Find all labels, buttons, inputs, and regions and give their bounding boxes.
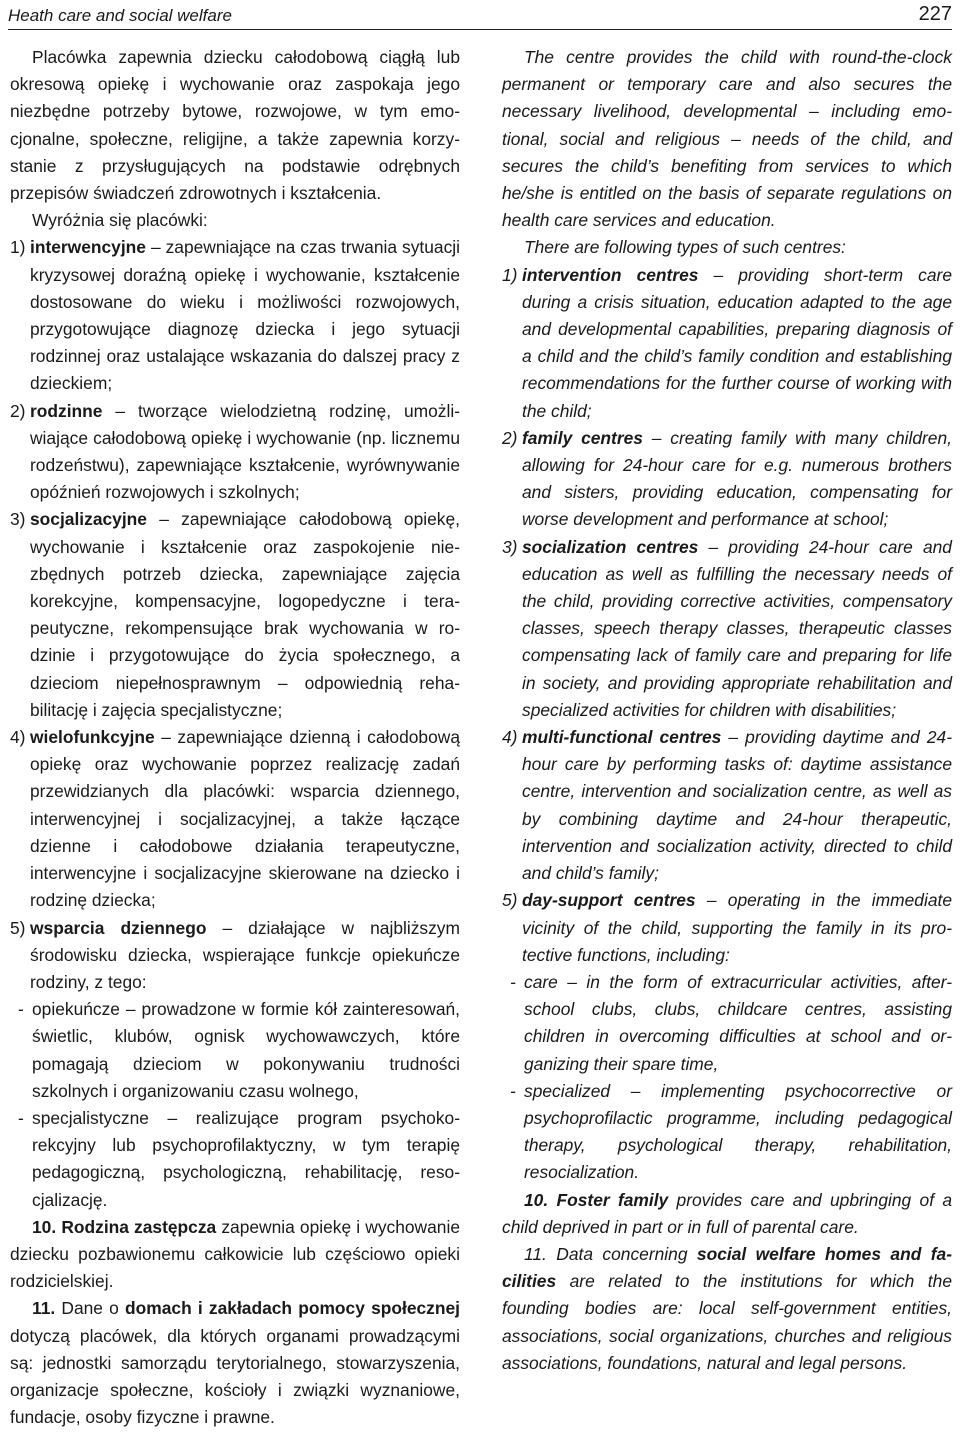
types-heading: There are following types of such centres: — [524, 237, 846, 258]
paragraph-11: 11. Dane o domach i zakładach pomocy społecznej dotyczą placówek, dla których organami prowadzącymi są: jednostki samorządu terytorialnego, stowarzyszenia, organizacje społeczne, kościoły i związki wyznaniowe, fundacje, osoby fizyczne i prawne. — [10, 1298, 460, 1428]
polish-column — [10, 44, 460, 1431]
paragraph-term: Foster family — [556, 1189, 669, 1210]
section-title: Heath care and social welfare — [8, 6, 232, 25]
intro-paragraph: Placówka zapewnia dziecku całodobową ciągłą lub okresową opiekę i wychowanie oraz zaspokaja jego niezbędne potrzeby bytowe, rozwojowe, w tym emocjonalne, społeczne, religijne, a także zapewnia korzystanie z przysługujących na podstawie odrębnych przepisów świadczeń zdrowotnych i kształcenia. — [10, 47, 460, 204]
page-number: 227 — [918, 3, 952, 25]
list-item-term: rodzinne — [30, 400, 103, 421]
list-item-term: interwencyjne — [30, 237, 146, 258]
paragraph-term: domach i zakładach pomocy społecznej — [125, 1298, 460, 1319]
list-item-term: wielofunkcyjne — [30, 727, 155, 748]
list-item: 5) day-support centres – operating in the immediate vicinity of the child, supporting the family in its protective functions, including: — [502, 890, 952, 965]
paragraph-11: 11. Data concerning social welfare homes and facilities are related to the institutions for which the founding bodies are: local self-government entities, associations, social organizations, churches and religious associations, foundations, natural and legal persons. — [502, 1243, 952, 1373]
list-item: 4) multi-functional centres – providing daytime and 24-hour care by performing tasks of: daytime assistance centre, intervention and socialization centre, as well as by combining daytime and 24-hour therapeutic, intervention and socialization activity, directed to child and child’s family; — [502, 727, 952, 884]
list-item: 2) family centres – creating family with many children, allowing for 24-hour care for e.g. numerous brothers and sisters, providing education, compensating for worse development and performance at school; — [502, 427, 952, 530]
intro-paragraph: The centre provides the child with round-the-clock permanent or temporary care and also secures the necessary livelihood, developmental – including emotional, social and religious – needs of the child, and secures the child’s benefiting from services to which he/she is entitled on the basis of separate regulations on health care services and education. — [502, 47, 952, 231]
list-item-term: family centres — [522, 427, 643, 448]
sub-list-item: - care – in the form of extracurricular activities, after-school clubs, clubs, childcare centres, assisting children in overcoming difficulties at school and organizing their spare time, — [510, 971, 952, 1074]
paragraph-10: 10. Foster family provides care and upbringing of a child deprived in part or in full of parental care. — [502, 1189, 952, 1237]
paragraph-term: Rodzina zastępcza — [61, 1216, 217, 1237]
english-column — [502, 44, 952, 1377]
list-item-term: wsparcia dziennego — [30, 917, 207, 938]
list-item-term: day-support centres — [522, 890, 696, 911]
list-item: 3) socialization centres – providing 24-hour care and education as well as fulfilling the necessary needs of the child, providing corrective activities, compensatory classes, speech therapy classes, therapeutic classes compensating lack of family care and preparing for life in society, and providing appropriate rehabilitation and specialized activities for children with disabilities; — [502, 536, 952, 720]
list-item-term: intervention centres — [522, 264, 699, 285]
page-header — [8, 0, 952, 30]
list-item: 2) rodzinne – tworzące wielodzietną rodzinę, umożliwiające całodobową opiekę i wychowanie (np. licznemu rodzeństwu), zapewniające kształcenie, wyrównywanie opóźnień rozwojowych i szkolnych; — [10, 400, 460, 503]
list-item: 4) wielofunkcyjne – zapewniające dzienną i całodobową opiekę oraz wychowanie poprzez realizację zadań przewidzianych dla placówki: wsparcia dziennego, interwencyjnej i socjalizacyjnej, a także łączące dzienne i całodobowe działania terapeutyczne, interwencyjne i socjalizacyjne skierowane na dziecko i rodzinę dziecka; — [10, 727, 460, 911]
list-item-term: socialization centres — [522, 536, 699, 557]
list-item-term: socjalizacyjne — [30, 509, 147, 530]
sub-list-item: - specjalistyczne – realizujące program psychokorekcyjny lub psychoprofilaktyczny, w tym terapię pedagogiczną, psychologiczną, rehabilitację, resocjalizację. — [18, 1107, 460, 1210]
list-item: 1) interwencyjne – zapewniające na czas trwania sytuacji kryzysowej doraźną opiekę i wychowanie, kształcenie dostosowane do wieku i możliwości rozwojowych, przygotowujące diagnozę dziecka i jego sytuacji rodzinnej oraz ustalające wskazania do dalszej pracy z dzieckiem; — [10, 237, 460, 394]
sub-list-item: - opiekuńcze – prowadzone w formie kół zainteresowań, świetlic, klubów, ognisk wychowawczych, które pomagają dzieciom w pokonywaniu trudności szkolnych i organizowaniu czasu wolnego, — [18, 999, 460, 1101]
list-item: 1) intervention centres – providing short-term care during a crisis situation, education adapted to the age and developmental capabilities, preparing diagnosis of a child and the child’s family condition and establishing recommendations for the further course of working with the child; — [502, 264, 952, 421]
list-item: 5) wsparcia dziennego – działające w najbliższym środowisku dziecka, wspierające funkcje opiekuńcze rodziny, z tego: — [10, 917, 460, 992]
paragraph-10: 10. Rodzina zastępcza zapewnia opiekę i wychowanie dziecku pozbawionemu całkowicie lub częściowo opieki rodzicielskiej. — [10, 1216, 460, 1292]
sub-list-item: - specialized – implementing psychocorrective or psychoprofilactic programme, including pedagogical therapy, psychological therapy, rehabilitation, resocialization. — [510, 1080, 952, 1183]
list-item-term: multi-functional centres — [522, 727, 722, 748]
types-heading: Wyróżnia się placówki: — [32, 210, 208, 231]
list-item: 3) socjalizacyjne – zapewniające całodobową opiekę, wychowanie i kształcenie oraz zaspokojenie niezbędnych potrzeb dziecka, zapewniające zajęcia korekcyjne, kompensacyjne, logopedyczne i terapeutyczne, rekompensujące brak wychowania w rodzinie i przygotowujące do życia społecznego, a dzieciom niepełnosprawnym – odpowiednią rehabilitację i zajęcia specjalistyczne; — [10, 509, 460, 720]
paragraph-term: social welfare homes and facilities — [502, 1243, 952, 1292]
